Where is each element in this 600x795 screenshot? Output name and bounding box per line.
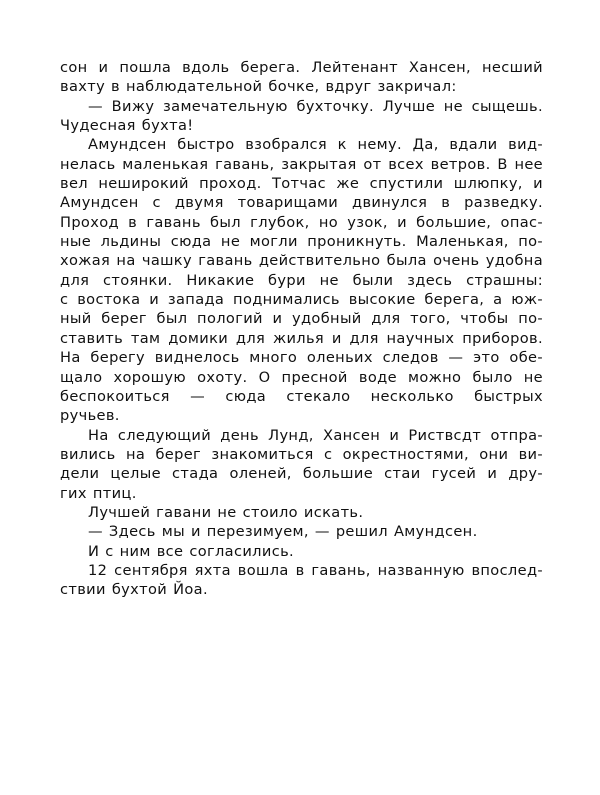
text-line: хожая на чашку гавань действительно была очень удобна [60,252,543,270]
text-line: На следующий день Лунд, Хансен и Риствсдт отпра- [88,426,543,444]
text-line: И с ним все согласились. [88,542,295,560]
text-line: На берегу виднелось много оленьих следов — это обе- [60,349,543,367]
text-line: вахту в наблюдательной бочке, вдруг закричал: [60,78,457,96]
text-line: вел неширокий проход. Тотчас же спустили шлюпку, и [60,175,543,193]
text-line: Амундсен быстро взобрался к нему. Да, вдали вид- [88,136,543,154]
text-line: щало хорошую охоту. О пресной воде можно было не [60,368,543,386]
text-line: Чудесная бухта! [60,117,194,135]
text-line: нелась маленькая гавань, закрытая от всех ветров. В нее [60,155,543,173]
text-line: гих птиц. [60,484,137,502]
text-line: для стоянки. Никакие бури не были здесь страшны: [60,271,543,289]
text-line: вились на берег знакомиться с окрестностями, они ви- [60,445,543,463]
text-line: ствии бухтой Йоа. [60,581,208,599]
text-line: — Здесь мы и перезимуем, — решил Амундсен. [88,523,478,541]
text-line: ставить там домики для жилья и для научных приборов. [60,329,543,347]
text-line: 12 сентября яхта вошла в гавань, названную впослед- [88,561,543,579]
text-line: Амундсен с двумя товарищами двинулся в разведку. [60,194,543,212]
text-line: Лучшей гавани не стоило искать. [88,503,364,521]
text-line: ручьев. [60,407,120,425]
text-line: дели целые стада оленей, большие стаи гусей и дру- [60,465,543,483]
book-page-text [60,58,543,600]
text-line: — Вижу замечательную бухточку. Лучше не сыщешь. [88,97,543,115]
text-line: беспокоиться — сюда стекало несколько быстрых [60,387,543,405]
text-line: ные льдины сюда не могли проникнуть. Маленькая, по- [60,233,543,251]
text-line: ный берег был пологий и удобный для того, чтобы по- [60,310,543,328]
text-line: с востока и запада поднимались высокие берега, а юж- [60,291,543,309]
text-line: сон и пошла вдоль берега. Лейтенант Хансен, несший [60,59,543,76]
text-line: Проход в гавань был глубок, но узок, и большие, опас- [60,213,543,231]
